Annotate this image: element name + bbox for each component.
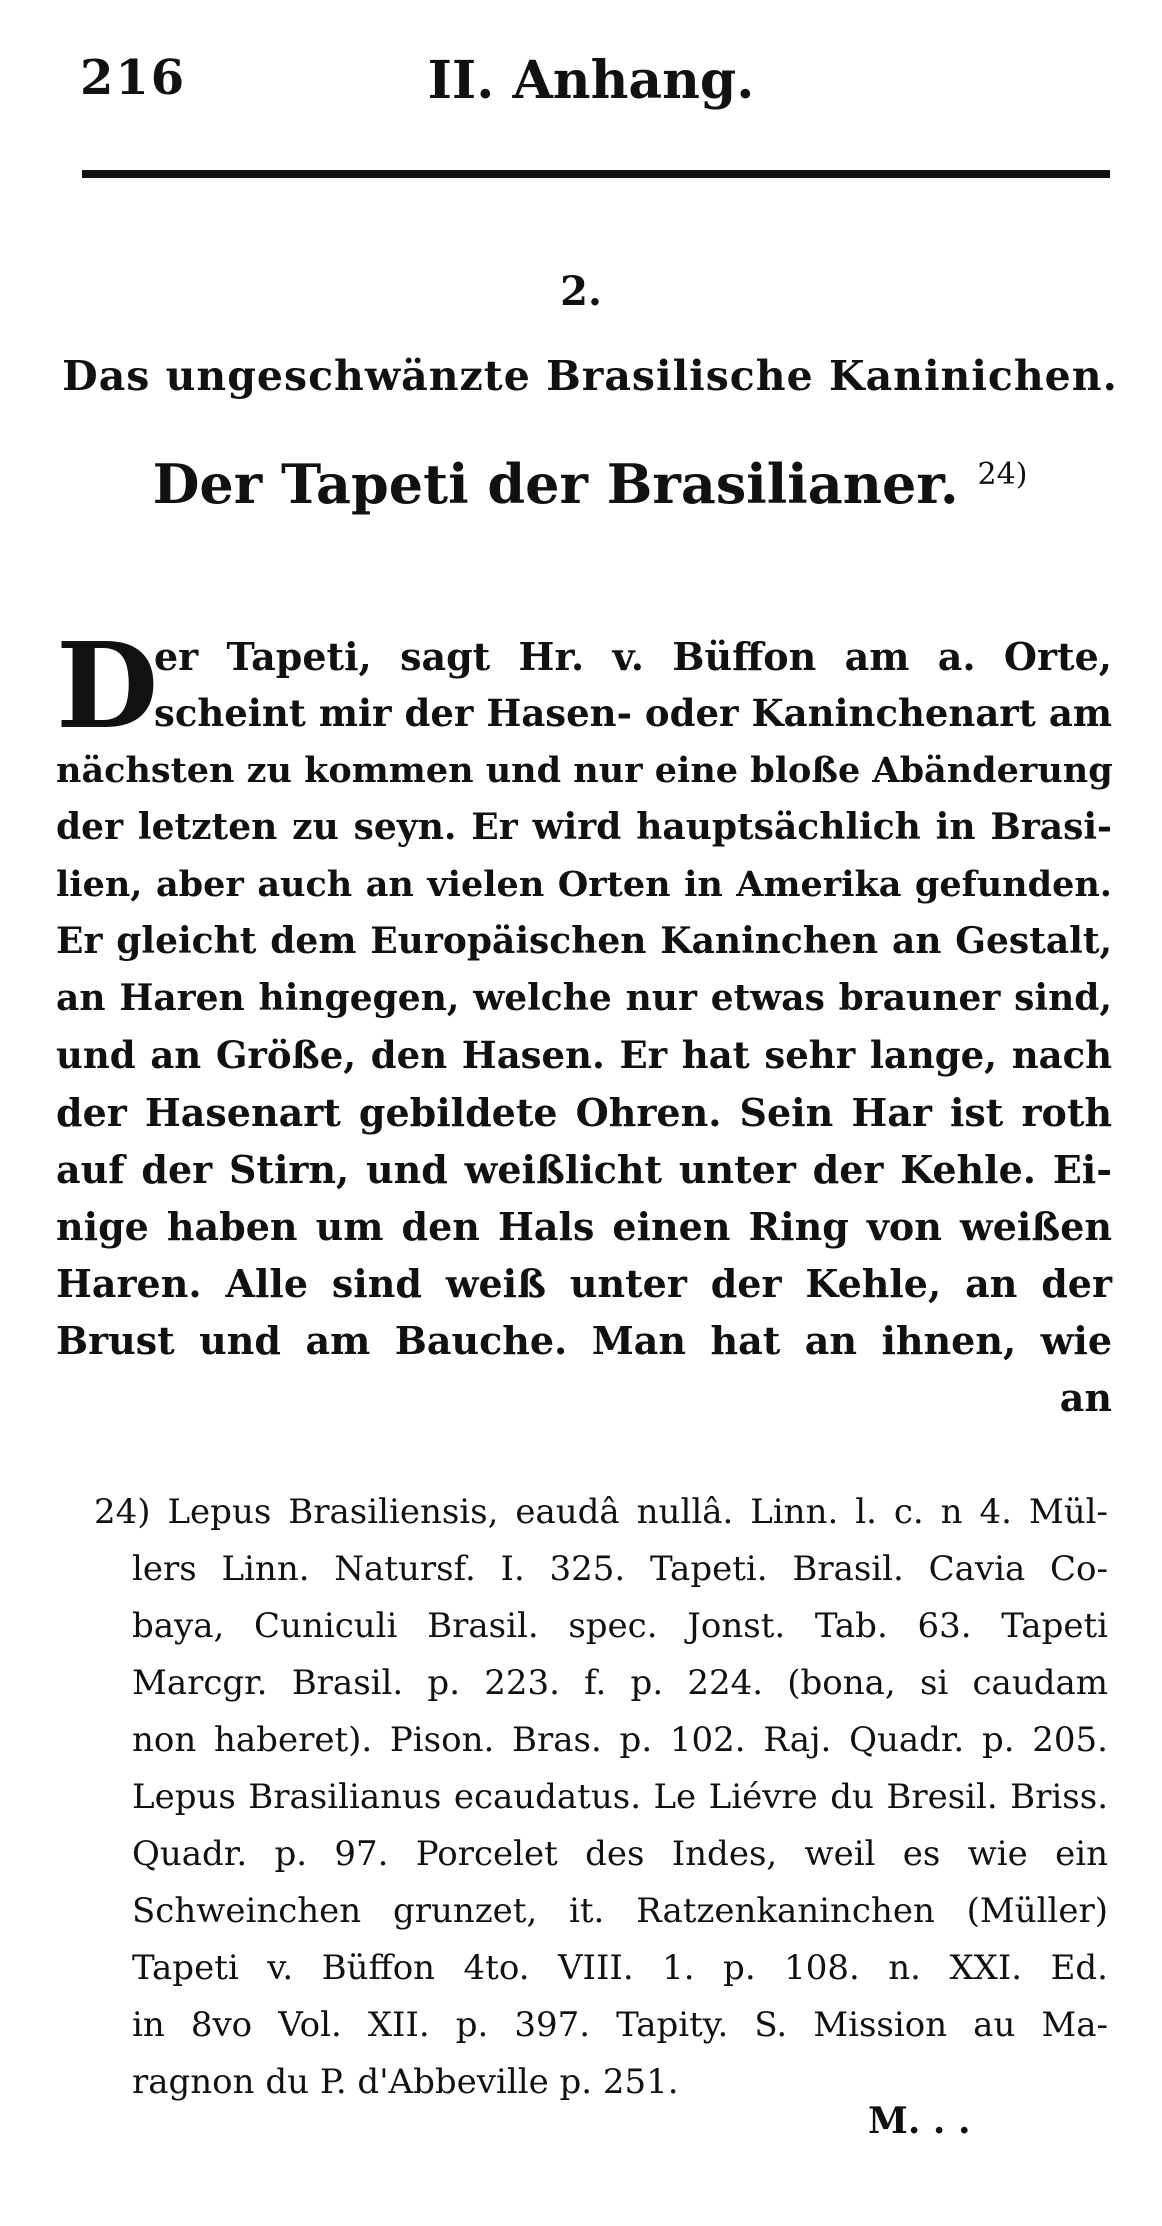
subtitle-text: Der Tapeti der Brasilianer.: [152, 452, 959, 516]
body-line: an Haren hingegen, welche nur etwas brauner sind,: [56, 977, 1112, 1019]
footnote-line: baya, Cuniculi Brasil. spec. Jonst. Tab. 63. Tapeti: [132, 1606, 1108, 1646]
header-rule: [82, 170, 1110, 178]
body-line: und an Größe, den Hasen. Er hat sehr lange, nach: [56, 1033, 1112, 1077]
footnote-reference: 24): [977, 457, 1028, 492]
page-header: [80, 50, 1102, 120]
body-line: Brust und am Bauche. Man hat an ihnen, wie: [56, 1318, 1112, 1363]
body-text: [56, 616, 1113, 1426]
footnote-line: Lepus Brasilianus ecaudatus. Le Liévre du Bresil. Briss.: [132, 1777, 1108, 1817]
footnote-line: in 8vo Vol. XII. p. 397. Tapity. S. Mission au Ma-: [132, 2005, 1108, 2045]
body-line: nächsten zu kommen und nur eine bloße Abänderung: [56, 750, 1113, 791]
catchword: M. . .: [868, 2100, 971, 2142]
body-line: Er gleicht dem Europäischen Kaninchen an Gestalt,: [56, 920, 1112, 962]
section-title: Das ungeschwänzte Brasilische Kaninichen.: [62, 352, 1118, 400]
body-line: nige haben um den Hals einen Ring von weißen: [56, 1204, 1112, 1249]
footnote-line: non haberet). Pison. Bras. p. 102. Raj. Quadr. p. 205.: [132, 1720, 1108, 1760]
section-subtitle: [60, 452, 1120, 516]
footnote-line: Schweinchen grunzet, it. Ratzenkaninchen (Müller): [132, 1891, 1108, 1931]
body-line: er Tapeti, sagt Hr. v. Büffon am a. Orte,: [154, 634, 1112, 679]
section-number: 2.: [560, 268, 602, 315]
footnote-line: Quadr. p. 97. Porcelet des Indes, weil es wie ein: [132, 1834, 1108, 1874]
footnote-line: lers Linn. Natursf. I. 325. Tapeti. Brasil. Cavia Co-: [132, 1549, 1108, 1589]
body-line: der letzten zu seyn. Er wird hauptsächlich in Brasi-: [56, 806, 1112, 848]
drop-cap: D: [56, 616, 159, 755]
body-line: der Hasenart gebildete Ohren. Sein Har ist roth: [56, 1090, 1112, 1135]
page-number: 216: [80, 50, 187, 106]
body-line: lien, aber auch an vielen Orten in Amerika gefunden.: [56, 864, 1112, 905]
body-line: an: [1059, 1375, 1112, 1420]
footnote: [94, 1484, 1108, 2111]
body-line: auf der Stirn, und weißlicht unter der Kehle. Ei-: [56, 1147, 1112, 1192]
footnote-line: ragnon du P. d'Abbeville p. 251.: [132, 2062, 679, 2102]
footnote-line: 24) Lepus Brasiliensis, eaudâ nullâ. Linn. l. c. n 4. Mül-: [94, 1492, 1108, 1532]
body-line: scheint mir der Hasen- oder Kaninchenart am: [154, 691, 1112, 735]
running-head: II. Anhang.: [427, 50, 755, 111]
body-line: Haren. Alle sind weiß unter der Kehle, an der: [56, 1261, 1112, 1306]
footnote-line: Tapeti v. Büffon 4to. VIII. 1. p. 108. n. XXI. Ed.: [132, 1948, 1108, 1988]
footnote-line: Marcgr. Brasil. p. 223. f. p. 224. (bona, si caudam: [132, 1663, 1108, 1703]
